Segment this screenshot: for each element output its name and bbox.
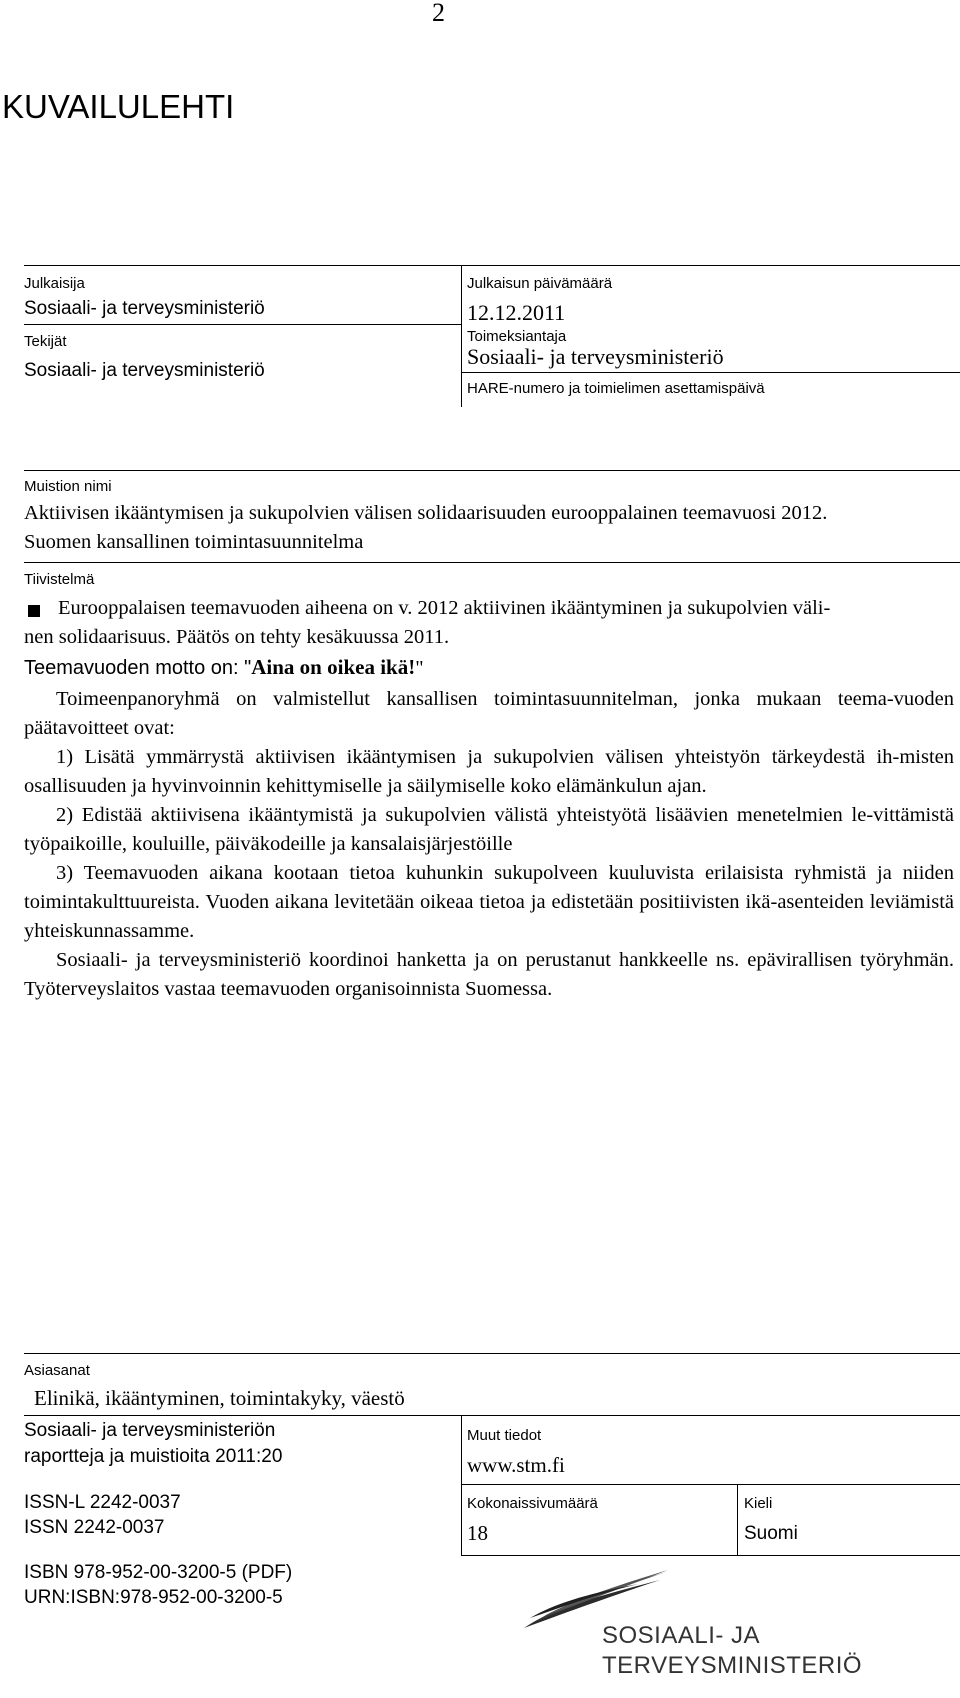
summary-p2: Toimeenpanoryhmä on valmistellut kansallisen toimintasuunnitelman, jonka mukaan teema-vuoden päätavoitteet ovat: [24, 688, 954, 739]
language-value: Suomi [744, 1523, 798, 1544]
ministry-logo-swoosh-icon [520, 1570, 670, 1630]
keywords-top-rule [24, 1353, 960, 1354]
title-label: Muistion nimi [24, 478, 112, 495]
summary-body [24, 685, 954, 1004]
motto-prefix: Teemavuoden motto on: " [24, 657, 252, 679]
authors-label: Tekijät [24, 333, 67, 350]
logo-text-line2: TERVEYSMINISTERIÖ [602, 1652, 863, 1679]
issn: ISSN 2242-0037 [24, 1517, 165, 1538]
series-line2: raportteja ja muistioita 2011:20 [24, 1446, 283, 1467]
keywords-label: Asiasanat [24, 1362, 90, 1379]
motto-suffix: " [415, 657, 424, 679]
motto-bold: Aina on oikea ikä! [251, 655, 416, 679]
summary-p4: 2) Edistää aktiivisena ikääntymistä ja sukupolvien välistä yhteistyötä lisäävien menetelmien le-vittämistä työpaikoille, kouluille, päiväkodeille ja kansalaisjärjestöille [24, 804, 954, 855]
summary-p5: 3) Teemavuoden aikana kootaan tietoa kuhunkin sukupolveen kuuluvista erilaisista ryhmistä ja niiden toimintakulttuureista. Vuoden aikana levitetään oikeaa tietoa ja edistetään positiivisten ikä-asenteiden leviämistä yhteiskunnassamme. [24, 862, 954, 942]
other-info-value: www.stm.fi [467, 1453, 565, 1477]
hare-label: HARE-numero ja toimielimen asettamispäivä [467, 380, 765, 397]
report-title-line2: Suomen kansallinen toimintasuunnitelma [24, 531, 364, 553]
bullet-square-icon [28, 605, 40, 617]
language-label: Kieli [744, 1495, 773, 1512]
commissioner-rule [461, 372, 960, 373]
page-count-value: 18 [467, 1521, 488, 1545]
summary-p1-line1: Eurooppalaisen teemavuoden aiheena on v. 2012 aktiivinen ikääntyminen ja sukupolvien väli- [58, 597, 831, 619]
language-divider [737, 1484, 738, 1555]
issn-l: ISSN-L 2242-0037 [24, 1492, 181, 1513]
publisher-value: Sosiaali- ja terveysministeriö [24, 298, 265, 319]
bottom-divider [461, 1415, 462, 1555]
summary-p6: Sosiaali- ja terveysministeriö koordinoi hanketta ja on perustanut hankkeelle ns. epävirallisen työryhmän. Työterveyslaitos vastaa teemavuoden organisoinnista Suomessa. [24, 949, 954, 1000]
commissioner-label: Toimeksiantaja [467, 328, 567, 345]
commissioner-value: Sosiaali- ja terveysministeriö [467, 344, 724, 369]
header-divider [461, 265, 462, 407]
page-count-label: Kokonaissivumäärä [467, 1495, 598, 1512]
urn: URN:ISBN:978-952-00-3200-5 [24, 1587, 283, 1608]
bottom-rule [461, 1555, 960, 1556]
publisher-rule [24, 324, 461, 325]
other-info-rule [461, 1484, 960, 1485]
page-number: 2 [432, 0, 445, 27]
pub-date-value: 12.12.2011 [467, 300, 566, 325]
isbn: ISBN 978-952-00-3200-5 (PDF) [24, 1562, 293, 1583]
summary-label: Tiivistelmä [24, 571, 95, 588]
keywords-bottom-rule [24, 1415, 960, 1416]
pub-date-label: Julkaisun päivämäärä [467, 275, 613, 292]
publisher-label: Julkaisija [24, 275, 85, 292]
authors-value: Sosiaali- ja terveysministeriö [24, 360, 265, 381]
summary-p1-line2: nen solidaarisuus. Päätös on tehty kesäkuussa 2011. [24, 626, 450, 648]
report-title-line1: Aktiivisen ikääntymisen ja sukupolvien välisen solidaarisuuden eurooppalainen teemavuosi 2012. [24, 502, 828, 524]
other-info-label: Muut tiedot [467, 1427, 542, 1444]
title-top-rule [24, 470, 960, 471]
header-top-rule [24, 265, 960, 266]
summary-top-rule [24, 562, 960, 563]
summary-p3: 1) Lisätä ymmärrystä aktiivisen ikääntymisen ja sukupolvien välisen yhteistyön tärkeydestä ih-misten osallisuuden ja hyvinvoinnin kehittymiselle ja säilymiselle koko elämänkulun ajan. [24, 746, 954, 797]
page-title: KUVAILULEHTI [2, 88, 235, 125]
series-line1: Sosiaali- ja terveysministeriön [24, 1420, 276, 1441]
summary-motto [24, 655, 424, 680]
logo-text-line1: SOSIAALI- JA [602, 1622, 761, 1649]
keywords-value: Elinikä, ikääntyminen, toimintakyky, väestö [34, 1386, 405, 1410]
